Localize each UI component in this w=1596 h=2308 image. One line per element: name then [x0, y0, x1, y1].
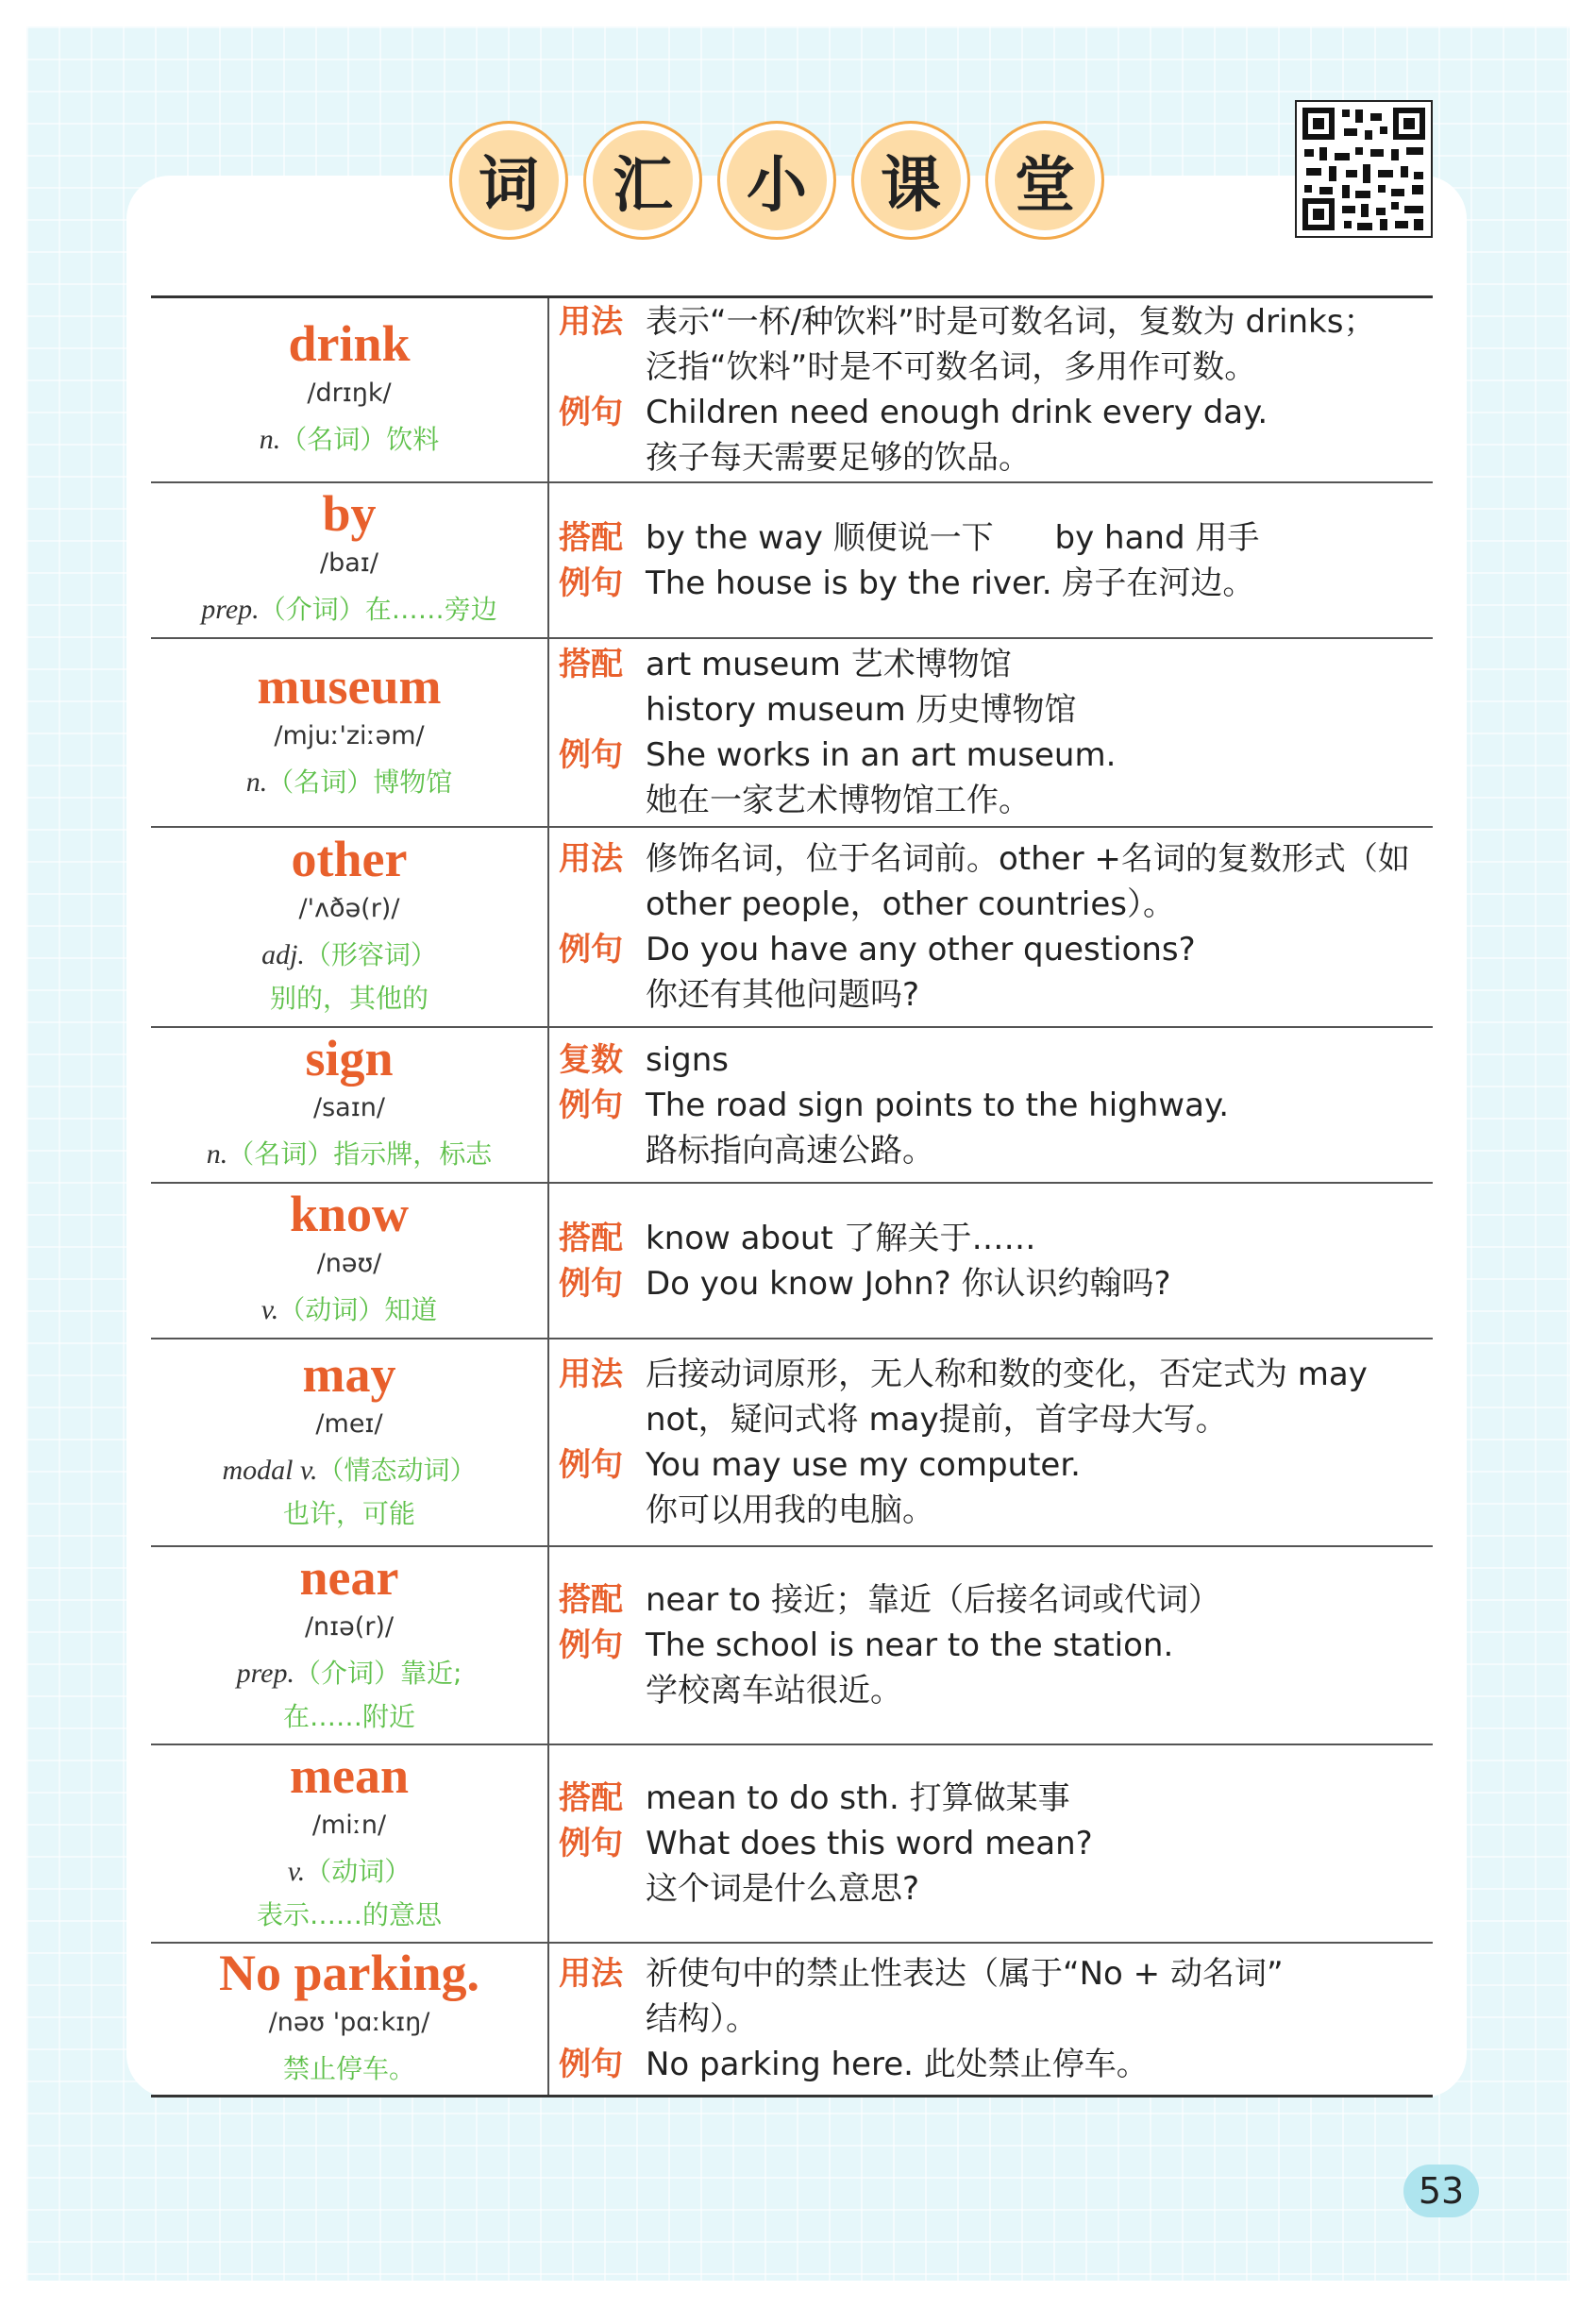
headword-cell: [151, 1184, 549, 1338]
headword: sign: [305, 1030, 394, 1087]
part-of-speech: prep.（介词）靠近; 在……附近: [236, 1658, 462, 1733]
explanation-line: 你还有其他问题吗?: [646, 976, 920, 1014]
explanation-line: 用法 后接动词原形，无人称和数的变化，否定式为 may: [559, 1356, 1368, 1393]
explanation-cell: [549, 1184, 1433, 1338]
vocab-entry-museum: [151, 639, 1433, 828]
explanation-line: 例句 What does this word mean?: [559, 1825, 1093, 1862]
phonetic: /drɪŋk/: [307, 378, 392, 408]
explanation-line: 例句 The school is near to the station.: [559, 1626, 1174, 1664]
headword-cell: [151, 1339, 549, 1545]
explanation-line: 你可以用我的电脑。: [646, 1491, 934, 1529]
part-of-speech: prep.（介词）在……旁边: [201, 594, 497, 625]
part-of-speech: v.（动词）知道: [260, 1294, 438, 1325]
headword-cell: [151, 483, 549, 637]
vocab-entry-mean: [151, 1745, 1433, 1944]
explanation-line: 搭配 by the way 顺便说一下 by hand 用手: [559, 518, 1260, 557]
explanation-cell: [549, 639, 1433, 826]
explanation-line: 复数 signs: [559, 1040, 730, 1079]
part-of-speech: modal v.（情态动词） 也许，可能: [222, 1455, 477, 1530]
phonetic: /nɪə(r)/: [304, 1612, 395, 1643]
headword: drink: [288, 314, 411, 372]
vocab-entry-no-parking: [151, 1944, 1433, 2095]
explanation-cell: [549, 1745, 1433, 1942]
explanation-line: 泛指“饮料”时是不可数名词，多用作可数。: [646, 348, 1257, 386]
explanation-line: other people，other countries）。: [646, 885, 1175, 923]
headword-cell: [151, 639, 549, 826]
explanation-line: 用法 修饰名词，位于名词前。other +名词的复数形式（如: [559, 840, 1410, 878]
phonetic: /nəʊ 'pɑːkɪŋ/: [268, 2007, 430, 2037]
explanation-cell: [549, 1944, 1433, 2095]
title-char: 小: [717, 121, 836, 240]
vocab-entry-drink: [151, 298, 1433, 483]
explanation-line: 例句 Do you have any other questions?: [559, 931, 1196, 969]
explanation-line: not，疑问式将 may提前，首字母大写。: [646, 1401, 1228, 1439]
explanation-line: 她在一家艺术博物馆工作。: [646, 782, 1031, 819]
phonetic: /meɪ/: [315, 1409, 383, 1440]
page-number: 53: [1403, 2165, 1479, 2217]
qr-code-icon[interactable]: [1295, 100, 1433, 238]
title-char: 堂: [985, 121, 1104, 240]
headword: other: [291, 831, 408, 888]
phonetic: /nəʊ/: [316, 1249, 382, 1278]
explanation-cell: [549, 1339, 1433, 1545]
vocab-entry-by: [151, 483, 1433, 639]
explanation-line: 这个词是什么意思?: [646, 1870, 920, 1908]
part-of-speech: adj.（形容词） 别的，其他的: [261, 939, 437, 1015]
headword: by: [322, 485, 377, 542]
part-of-speech: n.（名词）指示牌，标志: [206, 1138, 493, 1170]
headword: may: [302, 1346, 396, 1404]
headword: mean: [290, 1747, 409, 1805]
phonetic: /'ʌðə(r)/: [298, 894, 400, 924]
explanation-line: 用法 表示“一杯/种饮料”时是可数名词，复数为 drinks；: [559, 303, 1376, 341]
phonetic: /miːn/: [311, 1811, 387, 1841]
explanation-cell: [549, 1547, 1433, 1744]
explanation-line: 用法 祈使句中的禁止性表达（属于“No + 动名词”: [559, 1955, 1284, 1993]
headword: No parking.: [218, 1944, 480, 2001]
explanation-line: 路标指向高速公路。: [646, 1131, 934, 1170]
headword-cell: [151, 1028, 549, 1182]
explanation-line: 孩子每天需要足够的饮品。: [646, 439, 1031, 477]
explanation-line: 例句 You may use my computer.: [559, 1446, 1081, 1484]
explanation-line: 例句 No parking here. 此处禁止停车。: [559, 2046, 1149, 2083]
phonetic: /mjuː'ziːəm/: [274, 720, 425, 750]
vocab-entry-other: [151, 828, 1433, 1028]
vocab-entry-may: [151, 1339, 1433, 1547]
explanation-line: 搭配 art museum 艺术博物馆: [559, 646, 1012, 683]
title-char: 课: [851, 121, 970, 240]
title-char: 词: [449, 121, 568, 240]
part-of-speech: v.（动词） 表示……的意思: [256, 1856, 442, 1931]
headword-cell: [151, 1547, 549, 1744]
headword-cell: [151, 1944, 549, 2095]
headword: museum: [257, 657, 442, 715]
explanation-line: 例句 The road sign points to the highway.: [559, 1086, 1230, 1124]
part-of-speech: n.（名词）博物馆: [245, 766, 453, 798]
explanation-line: 例句 Do you know John? 你认识约翰吗?: [559, 1264, 1171, 1303]
headword-cell: [151, 828, 549, 1026]
phonetic: /baɪ/: [320, 548, 378, 578]
headword: near: [299, 1549, 399, 1607]
explanation-line: 结构）。: [646, 2000, 758, 2038]
explanation-line: 例句 The house is by the river. 房子在河边。: [559, 564, 1255, 602]
headword: know: [289, 1186, 410, 1242]
headword-cell: [151, 1745, 549, 1942]
explanation-cell: [549, 298, 1433, 481]
headword-cell: [151, 298, 549, 481]
explanation-cell: [549, 483, 1433, 637]
vocabulary-table: [151, 295, 1433, 2097]
phonetic: /saɪn/: [313, 1093, 385, 1122]
section-title: [449, 121, 1104, 240]
explanation-line: 搭配 know about 了解关于……: [559, 1219, 1036, 1257]
explanation-line: 学校离车站很近。: [646, 1672, 902, 1710]
explanation-line: 例句 Children need enough drink every day.: [559, 394, 1268, 431]
part-of-speech: 禁止停车。: [282, 2052, 415, 2084]
vocab-entry-know: [151, 1184, 1433, 1339]
explanation-line: history museum 历史博物馆: [646, 691, 1077, 729]
explanation-line: 搭配 mean to do sth. 打算做某事: [559, 1779, 1070, 1817]
part-of-speech: n.（名词）饮料: [259, 423, 440, 455]
vocab-entry-sign: [151, 1028, 1433, 1184]
explanation-line: 例句 She works in an art museum.: [559, 736, 1117, 774]
vocab-entry-near: [151, 1547, 1433, 1745]
explanation-cell: [549, 828, 1433, 1026]
explanation-line: 搭配 near to 接近；靠近（后接名词或代词）: [559, 1581, 1221, 1619]
title-char: 汇: [583, 121, 702, 240]
explanation-cell: [549, 1028, 1433, 1182]
